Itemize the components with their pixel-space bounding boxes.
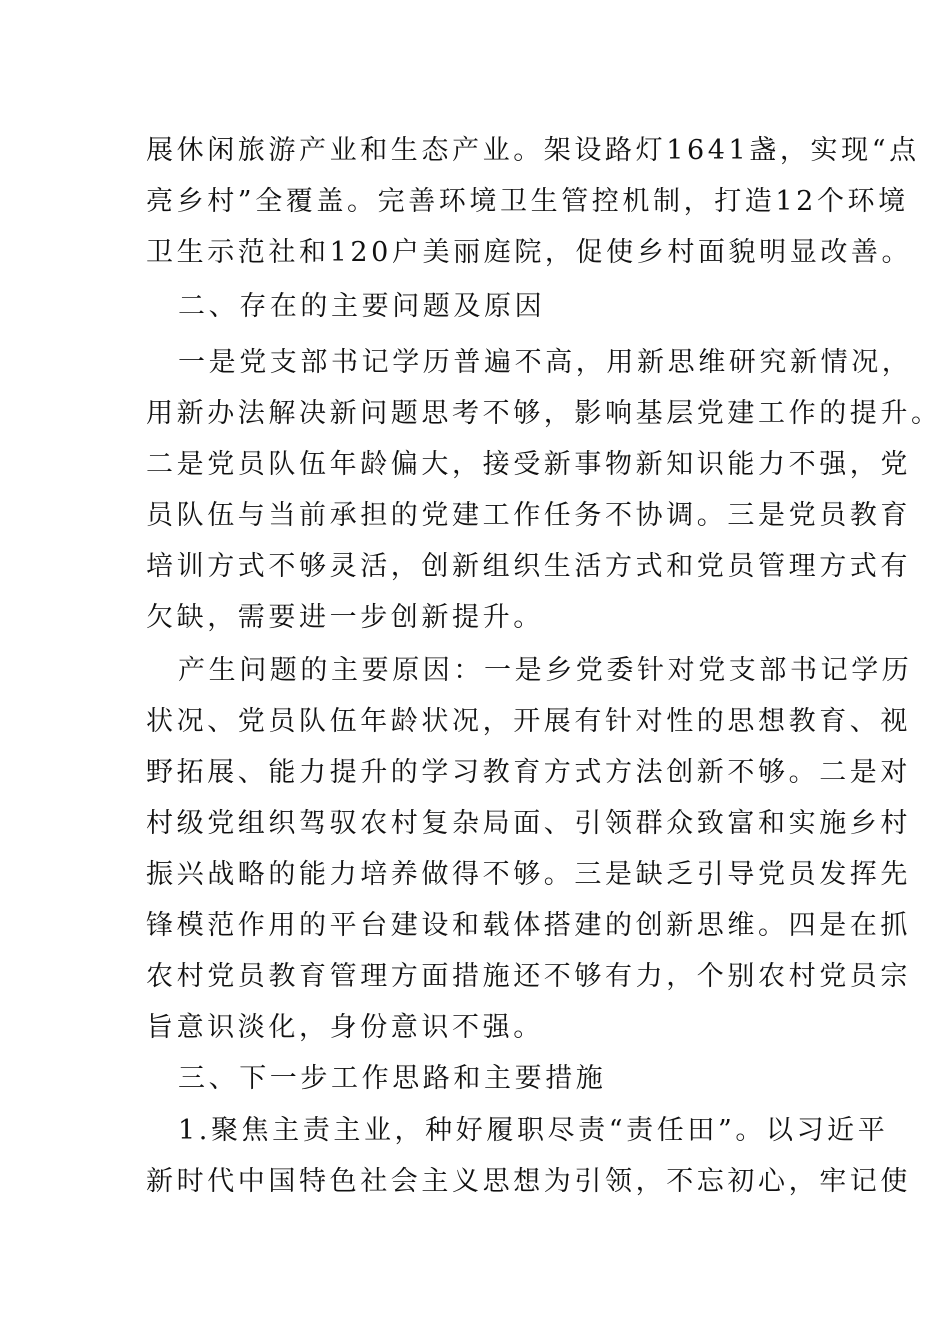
paragraph-line: 村级党组织驾驭农村复杂局面、引领群众致富和实施乡村	[146, 808, 911, 839]
paragraph-line: 状况、党员队伍年龄状况，开展有针对性的思想教育、视	[146, 706, 911, 737]
paragraph-line: 培训方式不够灵活，创新组织生活方式和党员管理方式有	[146, 551, 911, 582]
paragraph-line: 产生问题的主要原因：一是乡党委针对党支部书记学历	[178, 655, 913, 686]
paragraph-line: 一是党支部书记学历普遍不高，用新思维研究新情况，	[178, 347, 913, 378]
paragraph-line: 展休闲旅游产业和生态产业。架设路灯1641盏，实现“点	[146, 135, 920, 166]
paragraph-line: 亮乡村”全覆盖。完善环境卫生管控机制，打造12个环境	[146, 186, 909, 217]
paragraph-line: 振兴战略的能力培养做得不够。三是缺乏引导党员发挥先	[146, 859, 911, 890]
paragraph-line: 卫生示范社和120户美丽庭院，促使乡村面貌明显改善。	[146, 237, 913, 268]
paragraph-line: 二是党员队伍年龄偏大，接受新事物新知识能力不强，党	[146, 449, 911, 480]
paragraph-line: 野拓展、能力提升的学习教育方式方法创新不够。二是对	[146, 757, 911, 788]
paragraph-line: 用新办法解决新问题思考不够，影响基层党建工作的提升。	[146, 398, 942, 429]
paragraph-line: 旨意识淡化，身份意识不强。	[146, 1012, 544, 1043]
section-heading-2: 二、存在的主要问题及原因	[178, 291, 546, 322]
paragraph-line: 新时代中国特色社会主义思想为引领，不忘初心，牢记使	[146, 1166, 911, 1197]
paragraph-line: 1.聚焦主责主业，种好履职尽责“责任田”。以习近平	[178, 1115, 889, 1146]
paragraph-line: 锋模范作用的平台建设和载体搭建的创新思维。四是在抓	[146, 910, 911, 941]
paragraph-line: 欠缺，需要进一步创新提升。	[146, 602, 544, 633]
paragraph-line: 农村党员教育管理方面措施还不够有力，个别农村党员宗	[146, 961, 911, 992]
section-heading-3: 三、下一步工作思路和主要措施	[178, 1063, 607, 1094]
paragraph-line: 员队伍与当前承担的党建工作任务不协调。三是党员教育	[146, 500, 911, 531]
